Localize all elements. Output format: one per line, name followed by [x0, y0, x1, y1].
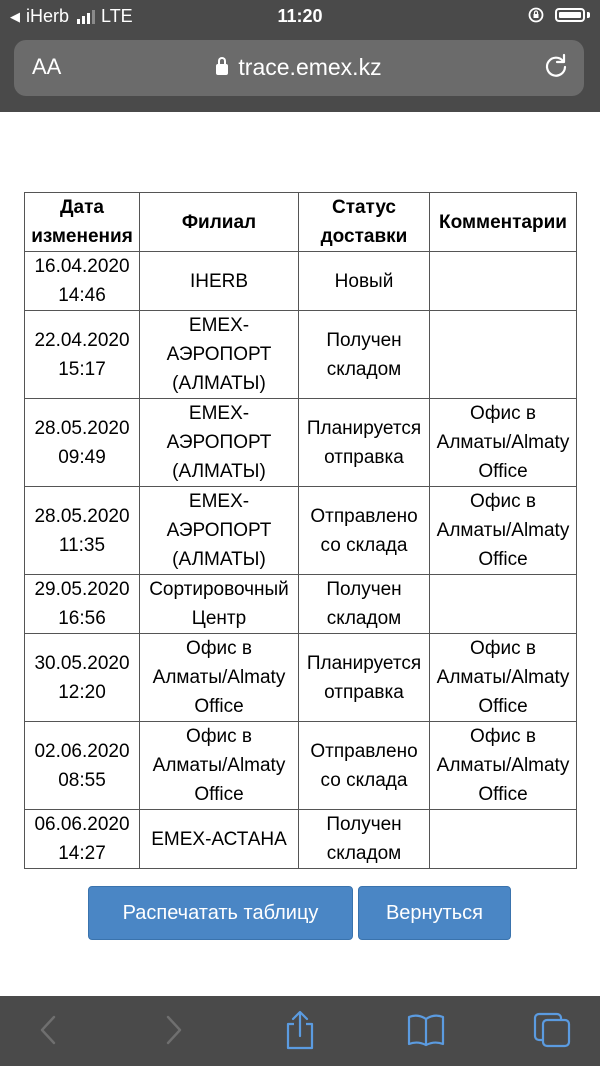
cell-branch: EMEX-АЭРОПОРТ (АЛМАТЫ): [140, 487, 299, 575]
header-date: Дата изменения: [25, 193, 140, 252]
status-bar: [0, 0, 600, 34]
cell-comment: Офис в Алматы/Almaty Office: [430, 399, 577, 487]
cell-branch: EMEX-АЭРОПОРТ (АЛМАТЫ): [140, 399, 299, 487]
tracking-table-container: [24, 192, 577, 869]
address-bar[interactable]: [14, 40, 584, 96]
header-status: Статус доставки: [299, 193, 430, 252]
cell-status: Планируется отправка: [299, 634, 430, 722]
reload-icon[interactable]: [542, 52, 570, 80]
tabs-icon: [532, 1011, 572, 1049]
cell-date: 02.06.2020 08:55: [25, 722, 140, 810]
cell-date: 28.05.2020 09:49: [25, 399, 140, 487]
chevron-left-icon: [38, 1014, 58, 1046]
browser-bottom-toolbar: [0, 996, 600, 1066]
cell-status: Получен складом: [299, 810, 430, 869]
cell-comment: Офис в Алматы/Almaty Office: [430, 634, 577, 722]
table-row: [25, 810, 577, 869]
go-back-button[interactable]: Вернуться: [358, 886, 511, 940]
toolbar-back-button[interactable]: [26, 1010, 70, 1050]
cell-comment: [430, 252, 577, 311]
cell-status: Отправлено со склада: [299, 487, 430, 575]
battery-tip: [587, 12, 590, 18]
cell-comment: [430, 311, 577, 399]
cell-branch: Сортировочный Центр: [140, 575, 299, 634]
orientation-lock-icon: [527, 6, 545, 24]
toolbar-bookmarks-button[interactable]: [404, 1010, 448, 1050]
cell-comment: Офис в Алматы/Almaty Office: [430, 722, 577, 810]
toolbar-forward-button[interactable]: [152, 1010, 196, 1050]
header-branch: Филиал: [140, 193, 299, 252]
url-display[interactable]: [14, 54, 584, 81]
cell-date: 16.04.2020 14:46: [25, 252, 140, 311]
toolbar-tabs-button[interactable]: [530, 1010, 574, 1050]
cell-date: 06.06.2020 14:27: [25, 810, 140, 869]
table-row: [25, 487, 577, 575]
table-row: [25, 399, 577, 487]
cell-branch: EMEX-АЭРОПОРТ (АЛМАТЫ): [140, 311, 299, 399]
text-size-button[interactable]: AA: [32, 54, 62, 79]
cell-date: 30.05.2020 12:20: [25, 634, 140, 722]
back-to-app-icon[interactable]: ◀: [10, 8, 20, 24]
cell-branch: EMEX-АСТАНА: [140, 810, 299, 869]
table-row: [25, 722, 577, 810]
cell-date: 29.05.2020 16:56: [25, 575, 140, 634]
battery-icon: [555, 8, 585, 22]
cell-status: Новый: [299, 252, 430, 311]
cell-date: 22.04.2020 15:17: [25, 311, 140, 399]
table-row: [25, 575, 577, 634]
cell-branch: Офис в Алматы/Almaty Office: [140, 722, 299, 810]
cell-status: Планируется отправка: [299, 399, 430, 487]
browser-top-chrome: [0, 0, 600, 112]
header-comment: Комментарии: [430, 193, 577, 252]
back-to-app-label[interactable]: iHerb: [26, 6, 70, 26]
book-icon: [406, 1013, 446, 1047]
url-text: trace.emex.kz: [238, 54, 382, 80]
cell-comment: [430, 810, 577, 869]
tracking-table: [24, 192, 577, 869]
lock-icon: [216, 64, 228, 75]
cell-date: 28.05.2020 11:35: [25, 487, 140, 575]
cell-status: Получен складом: [299, 311, 430, 399]
status-bar-right: [527, 6, 590, 24]
toolbar-share-button[interactable]: [278, 1010, 322, 1050]
table-row: [25, 634, 577, 722]
cell-status: Получен складом: [299, 575, 430, 634]
cell-comment: Офис в Алматы/Almaty Office: [430, 487, 577, 575]
cell-branch: Офис в Алматы/Almaty Office: [140, 634, 299, 722]
table-row: [25, 311, 577, 399]
clock: 11:20: [277, 6, 323, 26]
cell-branch: IHERB: [140, 252, 299, 311]
chevron-right-icon: [164, 1014, 184, 1046]
network-type: LTE: [101, 6, 133, 26]
table-header-row: [25, 193, 577, 252]
share-icon: [283, 1010, 317, 1050]
cell-status: Отправлено со склада: [299, 722, 430, 810]
print-table-button[interactable]: Распечатать таблицу: [88, 886, 353, 940]
cell-comment: [430, 575, 577, 634]
table-row: [25, 252, 577, 311]
